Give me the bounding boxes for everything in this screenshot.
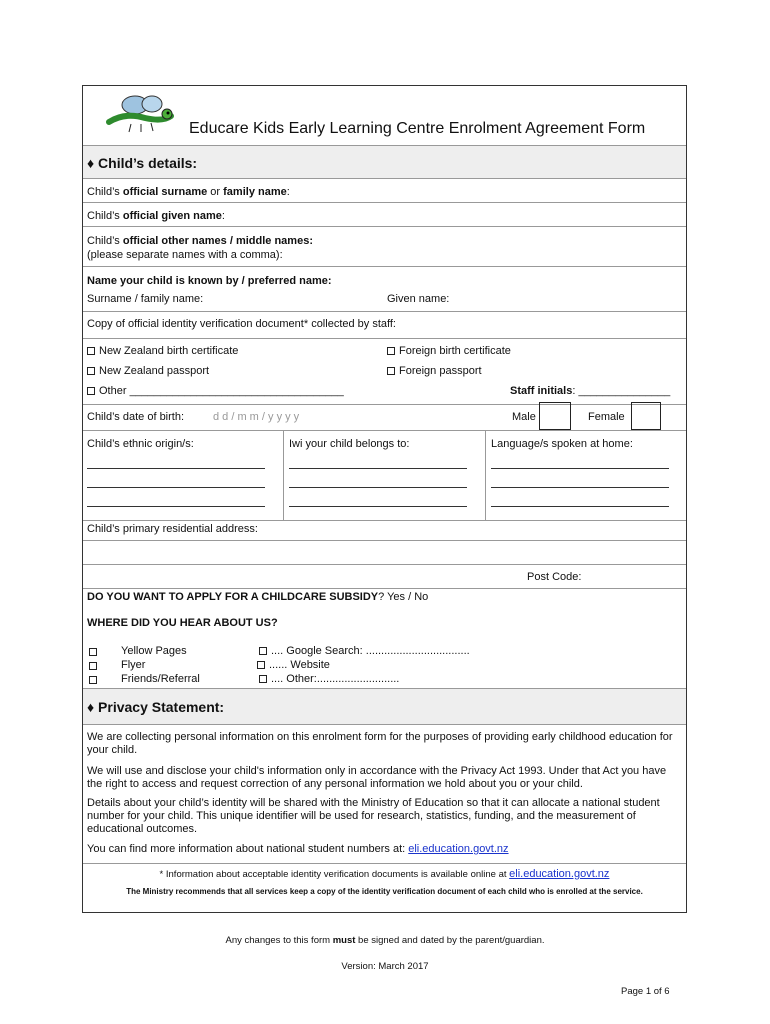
checkbox-icon[interactable] [257,661,265,669]
hear-flyer[interactable] [89,660,101,672]
language-label: Language/s spoken at home: [491,438,633,450]
childs-details-header [83,145,686,178]
changes-note: Any changes to this form must be signed and dated by the parent/guardian. [225,935,545,946]
ministry-note: The Ministry recommends that all services keep a copy of the identity verification document of each child who is enrolled at the service. [126,887,643,896]
surname-label: Child’s official surname or family name: [87,186,290,198]
subsidy-question: DO YOU WANT TO APPLY FOR A CHILDCARE SUBSIDY? Yes / No [87,591,429,603]
checkbox-icon[interactable] [259,675,267,683]
male-checkbox[interactable] [539,402,571,430]
id-note: * Information about acceptable identity verification documents is available online at eli.education.govt.nz [159,868,610,880]
checkbox-icon[interactable] [87,387,95,395]
ethnic-input[interactable] [87,468,265,469]
iwi-label: Iwi your child belongs to: [289,438,410,450]
other-names-note: (please separate names with a comma): [87,249,283,261]
privacy-paragraph: You can find more information about national student numbers at: eli.education.govt.nz [87,843,509,855]
option-nz-birth-cert[interactable]: New Zealand birth certificate [87,345,238,357]
preferred-name-row[interactable] [83,266,686,311]
hear-google[interactable]: .... Google Search: .................................. [259,645,470,657]
ethnicity-row [83,430,686,520]
privacy-heading: ♦ Privacy Statement: [87,699,225,715]
hear-other[interactable]: .... Other:........................... [259,673,399,685]
section-heading: ♦ Child’s details: [87,155,198,171]
given-name-row[interactable] [83,202,686,226]
eli-link[interactable]: eli.education.govt.nz [408,843,509,855]
language-input[interactable] [491,468,669,469]
language-input[interactable] [491,487,669,488]
checkbox-icon[interactable] [387,347,395,355]
checkbox-icon[interactable] [89,676,97,684]
id-document-options [83,338,686,404]
hear-referral[interactable] [89,674,101,686]
iwi-input[interactable] [289,487,467,488]
preferred-name-heading: Name your child is known by / preferred name: [87,275,332,287]
hear-heading: WHERE DID YOU HEAR ABOUT US? [87,617,278,629]
divider [485,431,486,520]
hear-yellow-pages[interactable] [89,646,101,658]
divider [283,431,284,520]
language-input[interactable] [491,506,669,507]
checkbox-icon[interactable] [87,347,95,355]
privacy-paragraph: Details about your child’s identity will be shared with the Ministry of Education so that it can allocate a national student number for your child. This unique identifier will be used for research, statistics, funding, and the measurement of educational outcomes. [87,797,660,835]
enrolment-form [82,85,687,913]
privacy-paragraph: We are collecting personal information on this enrolment form for the purposes of providing early childhood education for your child. [87,731,673,756]
option-nz-passport[interactable]: New Zealand passport [87,365,209,377]
checkbox-icon[interactable] [89,662,97,670]
checkbox-icon[interactable] [89,648,97,656]
dob-label: Child’s date of birth: [87,411,185,423]
option-foreign-passport[interactable]: Foreign passport [387,365,482,377]
eli-link[interactable]: eli.education.govt.nz [509,868,610,880]
ethnic-label: Child’s ethnic origin/s: [87,438,194,450]
dob-row [83,404,686,430]
iwi-input[interactable] [289,468,467,469]
postcode-row[interactable] [83,564,686,590]
privacy-header [83,688,686,724]
checkbox-icon[interactable] [87,367,95,375]
ethnic-input[interactable] [87,506,265,507]
hear-website[interactable]: ...... Website [257,659,330,671]
other-names-row[interactable] [83,226,686,266]
hear-flyer-label: Flyer [121,659,146,671]
option-foreign-birth-cert[interactable]: Foreign birth certificate [387,345,511,357]
privacy-paragraph: We will use and disclose your child's information only in accordance with the Privacy Act 1993. Under that Act you have the right to access and request correction of any personal information we hold about you or your child. [87,765,667,790]
postcode-label: Post Code: [527,571,582,583]
given-name-label: Child’s official given name: [87,210,225,222]
form-title: Educare Kids Early Learning Centre Enrolment Agreement Form [189,120,646,137]
male-label: Male [512,411,536,423]
id-document-label: Copy of official identity verification document* collected by staff: [87,318,396,330]
privacy-body [83,724,686,863]
page-number: Page 1 of 6 [621,986,670,997]
surname-row[interactable] [83,178,686,202]
preferred-surname-label: Surname / family name: [87,293,204,305]
address-row[interactable] [83,520,686,540]
other-names-label: Child’s official other names / middle names: [87,235,313,247]
female-label: Female [588,411,625,423]
subsidy-row [83,588,686,688]
hear-referral-label: Friends/Referral [121,673,200,685]
preferred-given-label: Given name: [387,293,450,305]
hear-yellow-pages-label: Yellow Pages [121,645,187,657]
checkbox-icon[interactable] [387,367,395,375]
dob-input[interactable]: d d / m m / y y y y [213,411,300,423]
ethnic-input[interactable] [87,487,265,488]
checkbox-icon[interactable] [259,647,267,655]
female-checkbox[interactable] [631,402,661,430]
option-other[interactable]: Other ___________________________________ [87,385,344,397]
staff-initials[interactable]: Staff initials: _______________ [510,385,671,397]
address-line[interactable] [83,540,686,564]
notes-row [83,863,686,913]
version-label: Version: March 2017 [341,961,429,972]
address-label: Child’s primary residential address: [87,523,258,535]
iwi-input[interactable] [289,506,467,507]
dragonfly-logo-icon [105,92,175,134]
